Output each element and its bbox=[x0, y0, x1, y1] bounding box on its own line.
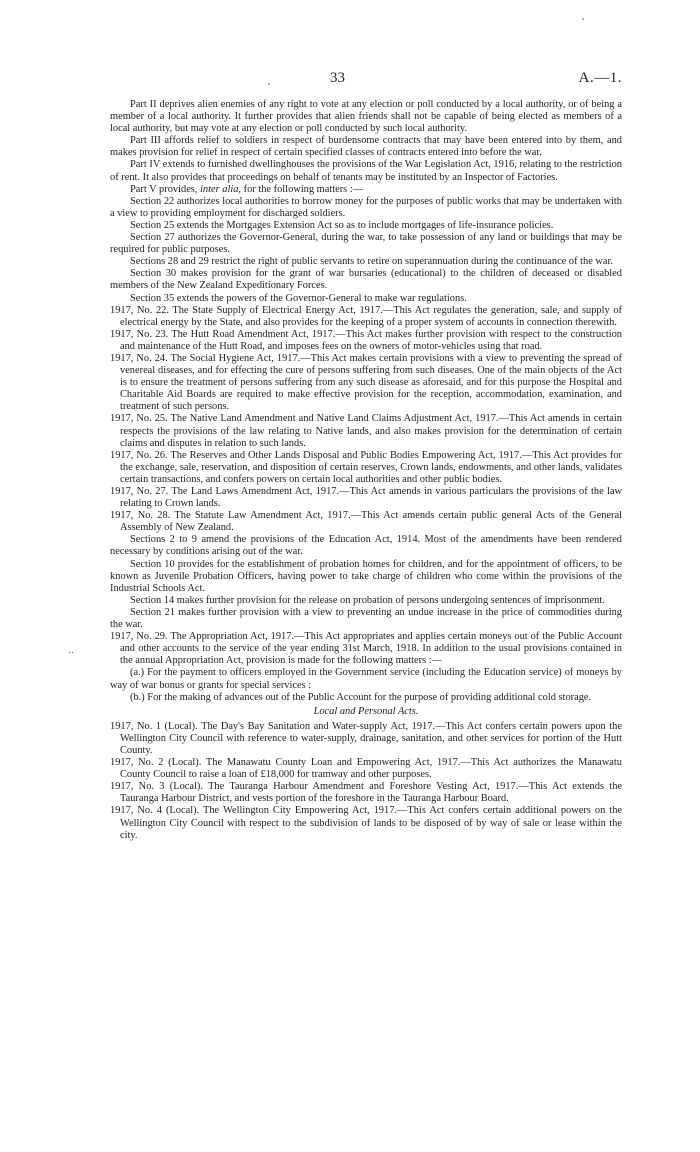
scan-speck-icon bbox=[268, 83, 270, 85]
act-entry: 1917, No. 26. The Reserves and Other Lands Disposal and Public Bodies Empowering Act, 1917.—This Act provides for the exchange, sale, reservation, and disposition of certain reserves, Crown lands, endowments, and other lands, validates certain transactions, and confers powers on certain local authorities and other public bodies. bbox=[110, 449, 622, 485]
paragraph bbox=[110, 184, 622, 196]
paragraph: Sections 28 and 29 restrict the right of public servants to retire on superannuation during the continuance of the war. bbox=[130, 256, 614, 268]
scan-speck-icon bbox=[582, 18, 584, 20]
paragraph: Section 30 makes provision for the grant of war bursaries (educational) to the children of deceased or disabled members of the New Zealand Expeditionary Forces. bbox=[110, 268, 622, 292]
act-entry: 1917, No. 22. The State Supply of Electrical Energy Act, 1917.—This Act regulates the generation, sale, and supply of electrical energy by the State, and also provides for the keeping of a proper system of accounts in connection therewith. bbox=[110, 304, 622, 328]
paragraph: Section 27 authorizes the Governor-General, during the war, to take possession of any land or buildings that may be required for public purposes. bbox=[110, 232, 622, 256]
paragraph: Section 35 extends the powers of the Governor-General to make war regulations. bbox=[130, 292, 467, 304]
sub-clause: (a.) For the payment to officers employed in the Government service (including the Education service) of moneys by way of war bonus or grants for special services : bbox=[110, 667, 622, 691]
page-number: 33 bbox=[330, 70, 345, 86]
section-heading: Local and Personal Acts. bbox=[313, 705, 419, 717]
act-entry: 1917, No. 29. The Appropriation Act, 1917.—This Act appropriates and applies certain moneys out of the Public Account and other accounts to the service of the year ending 31st March, 1918. In addition to the usual provisions contained in the annual Appropriation Act, provision is made for the following matters :— bbox=[110, 631, 622, 667]
act-entry: 1917, No. 23. The Hutt Road Amendment Act, 1917.—This Act makes further provision with respect to the construction and maintenance of the Hutt Road, and imposes fees on the owners of motor-vehicles using that road. bbox=[110, 328, 622, 352]
paragraph: Part III affords relief to soldiers in respect of burdensome contracts that may have been entered into by them, and makes provision for relief in respect of certain specified classes of contracts entered into before the war. bbox=[110, 135, 622, 159]
margin-mark-icon: ․․ bbox=[68, 645, 75, 655]
paragraph: Part II deprives alien enemies of any right to vote at any election or poll conducted by a local authority, or of being a member of a local authority. It further provides that alien friends shall not be capable of being elected as members of a local authority, but may vote at any election or poll conducted by such local authority. bbox=[110, 99, 622, 135]
paragraph: Sections 2 to 9 amend the provisions of the Education Act, 1914. Most of the amendments have been rendered necessary by conditions arising out of the war. bbox=[110, 534, 622, 558]
paragraph: Section 21 makes further provision with a view to preventing an undue increase in the price of commodities during the war. bbox=[110, 606, 622, 631]
document-reference: A.—1. bbox=[578, 70, 622, 86]
act-entry: 1917, No. 28. The Statute Law Amendment Act, 1917.—This Act amends certain public general Acts of the General Assembly of New Zealand. bbox=[110, 510, 622, 534]
paragraph: Section 10 provides for the establishment of probation homes for children, and for the appointment of officers, to be known as Juvenile Probation Officers, having power to take charge of children who come within the provisions of the Industrial Schools Act. bbox=[110, 558, 622, 594]
paragraph-text: for the following matters :— bbox=[241, 183, 364, 195]
paragraph-text: Part V provides, bbox=[130, 183, 201, 195]
act-entry: 1917, No. 4 (Local). The Wellington City Empowering Act, 1917.—This Act confers certain additional powers on the Wellington City Council with respect to the subdivision of lands to be disposed of by way of sale or lease within the city. bbox=[110, 805, 622, 841]
paragraph: Section 25 extends the Mortgages Extension Act so as to include mortgages of life-insurance policies. bbox=[130, 219, 554, 231]
act-entry: 1917, No. 3 (Local). The Tauranga Harbour Amendment and Foreshore Vesting Act, 1917.—This Act extends the Tauranga Harbour District, and vests portion of the foreshore in the Tauranga Harbour Board. bbox=[110, 781, 622, 805]
sub-clause: (b.) For the making of advances out of the Public Account for the purpose of providing additional cold storage. bbox=[130, 691, 592, 703]
latin-phrase: inter alia, bbox=[200, 183, 242, 195]
act-entry: 1917, No. 27. The Land Laws Amendment Act, 1917.—This Act amends in various particulars the provisions of the law relating to Crown lands. bbox=[110, 486, 622, 510]
paragraph: Section 22 authorizes local authorities to borrow money for the purposes of public works that may be undertaken with a view to providing employment for discharged soldiers. bbox=[110, 195, 622, 219]
document-body bbox=[110, 99, 622, 842]
paragraph: Part IV extends to furnished dwellinghouses the provisions of the War Legislation Act, 1916, relating to the restriction of rent. It also provides that proceedings on behalf of tenants may be instituted by an Inspector of Factories. bbox=[110, 159, 622, 183]
act-entry: 1917, No. 1 (Local). The Day's Bay Sanitation and Water-supply Act, 1917.—This Act confers certain powers upon the Wellington City Council with reference to water-supply, drainage, sanitation, and other services for portion of the Hutt County. bbox=[110, 720, 622, 756]
act-entry: 1917, No. 24. The Social Hygiene Act, 1917.—This Act makes certain provisions with a view to preventing the spread of venereal diseases, and for effecting the cure of persons suffering from such diseases. One of the main objects of the Act is to ensure the treatment of persons suffering from any such disease as aforesaid, and for this purpose the Hospital and Charitable Aid Boards are required to make effective provision for the reception, accommodation, examination, and treatment of such persons. bbox=[110, 352, 622, 413]
paragraph: Section 14 makes further provision for the release on probation of persons undergoing sentences of imprisonment. bbox=[130, 594, 605, 606]
act-entry: 1917, No. 25. The Native Land Amendment and Native Land Claims Adjustment Act, 1917.—This Act amends in certain respects the provisions of the law relating to Native lands, and also makes provision for the determination of certain claims and disputes in relation to such lands. bbox=[110, 413, 622, 449]
act-entry: 1917, No. 2 (Local). The Manawatu County Loan and Empowering Act, 1917.—This Act authorizes the Manawatu County Council to raise a loan of £18,000 for tramway and other purposes. bbox=[110, 757, 622, 781]
page-header bbox=[0, 70, 700, 90]
